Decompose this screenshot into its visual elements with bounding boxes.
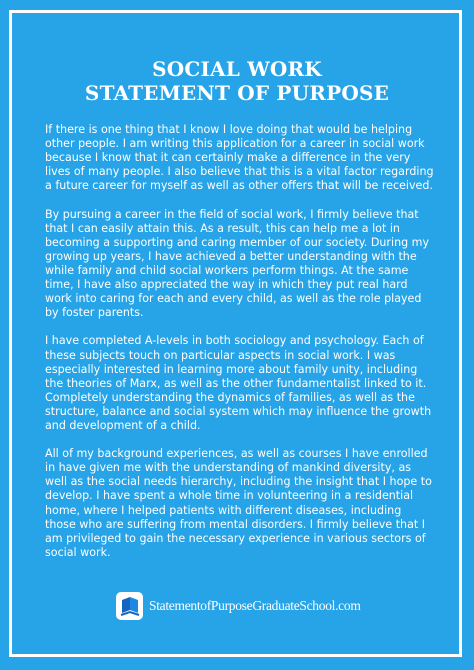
paragraph: I have completed A-levels in both sociology and psychology. Each of these subjects touch on particular aspects in social work. I was especially interested in learning more about family unity, including the theories of Marx, as well as the other fundamentalist linked to it. Completely understanding the dynamics of families, as well as the structure, balance and social system which may influence the growth and development of a child. <box>45 334 432 432</box>
document-body <box>45 123 435 574</box>
paragraph: By pursuing a career in the field of social work, I firmly believe that that I can easily attain this. As a result, this can help me a lot in becoming a supporting and caring member of our society. During my growing up years, I have achieved a better understanding with the while family and child social workers perform things. At the same time, I have also appreciated the way in which they put real hard work into caring for each and every child, as well as the role played by foster parents. <box>45 207 430 320</box>
footer-website[interactable]: StatementofPurposeGraduateSchool.com <box>149 598 361 613</box>
title-line-1: SOCIAL WORK <box>152 57 322 81</box>
paragraph: If there is one thing that I know I love doing that would be helping other people. I am writing this application for a career in social work because I know that it can certainly make a difference in the very lives of many people. I also believe that this is a vital factor regarding a future career for myself as well as other offers that will be received. <box>45 123 434 193</box>
title-line-2: STATEMENT OF PURPOSE <box>84 81 390 105</box>
footer <box>114 589 374 623</box>
document-title <box>0 57 474 105</box>
book-logo-icon <box>114 589 146 623</box>
paragraph: All of my background experiences, as well as courses I have enrolled in have given me with the understanding of mankind diversity, as well as the social needs hierarchy, including the insight that I hope to develop. I have spent a whole time in volunteering in a residential home, where I helped patients with different diseases, including those who are suffering from mental disorders. I firmly believe that I am privileged to gain the necessary experience in various sectors of social work. <box>45 447 432 559</box>
